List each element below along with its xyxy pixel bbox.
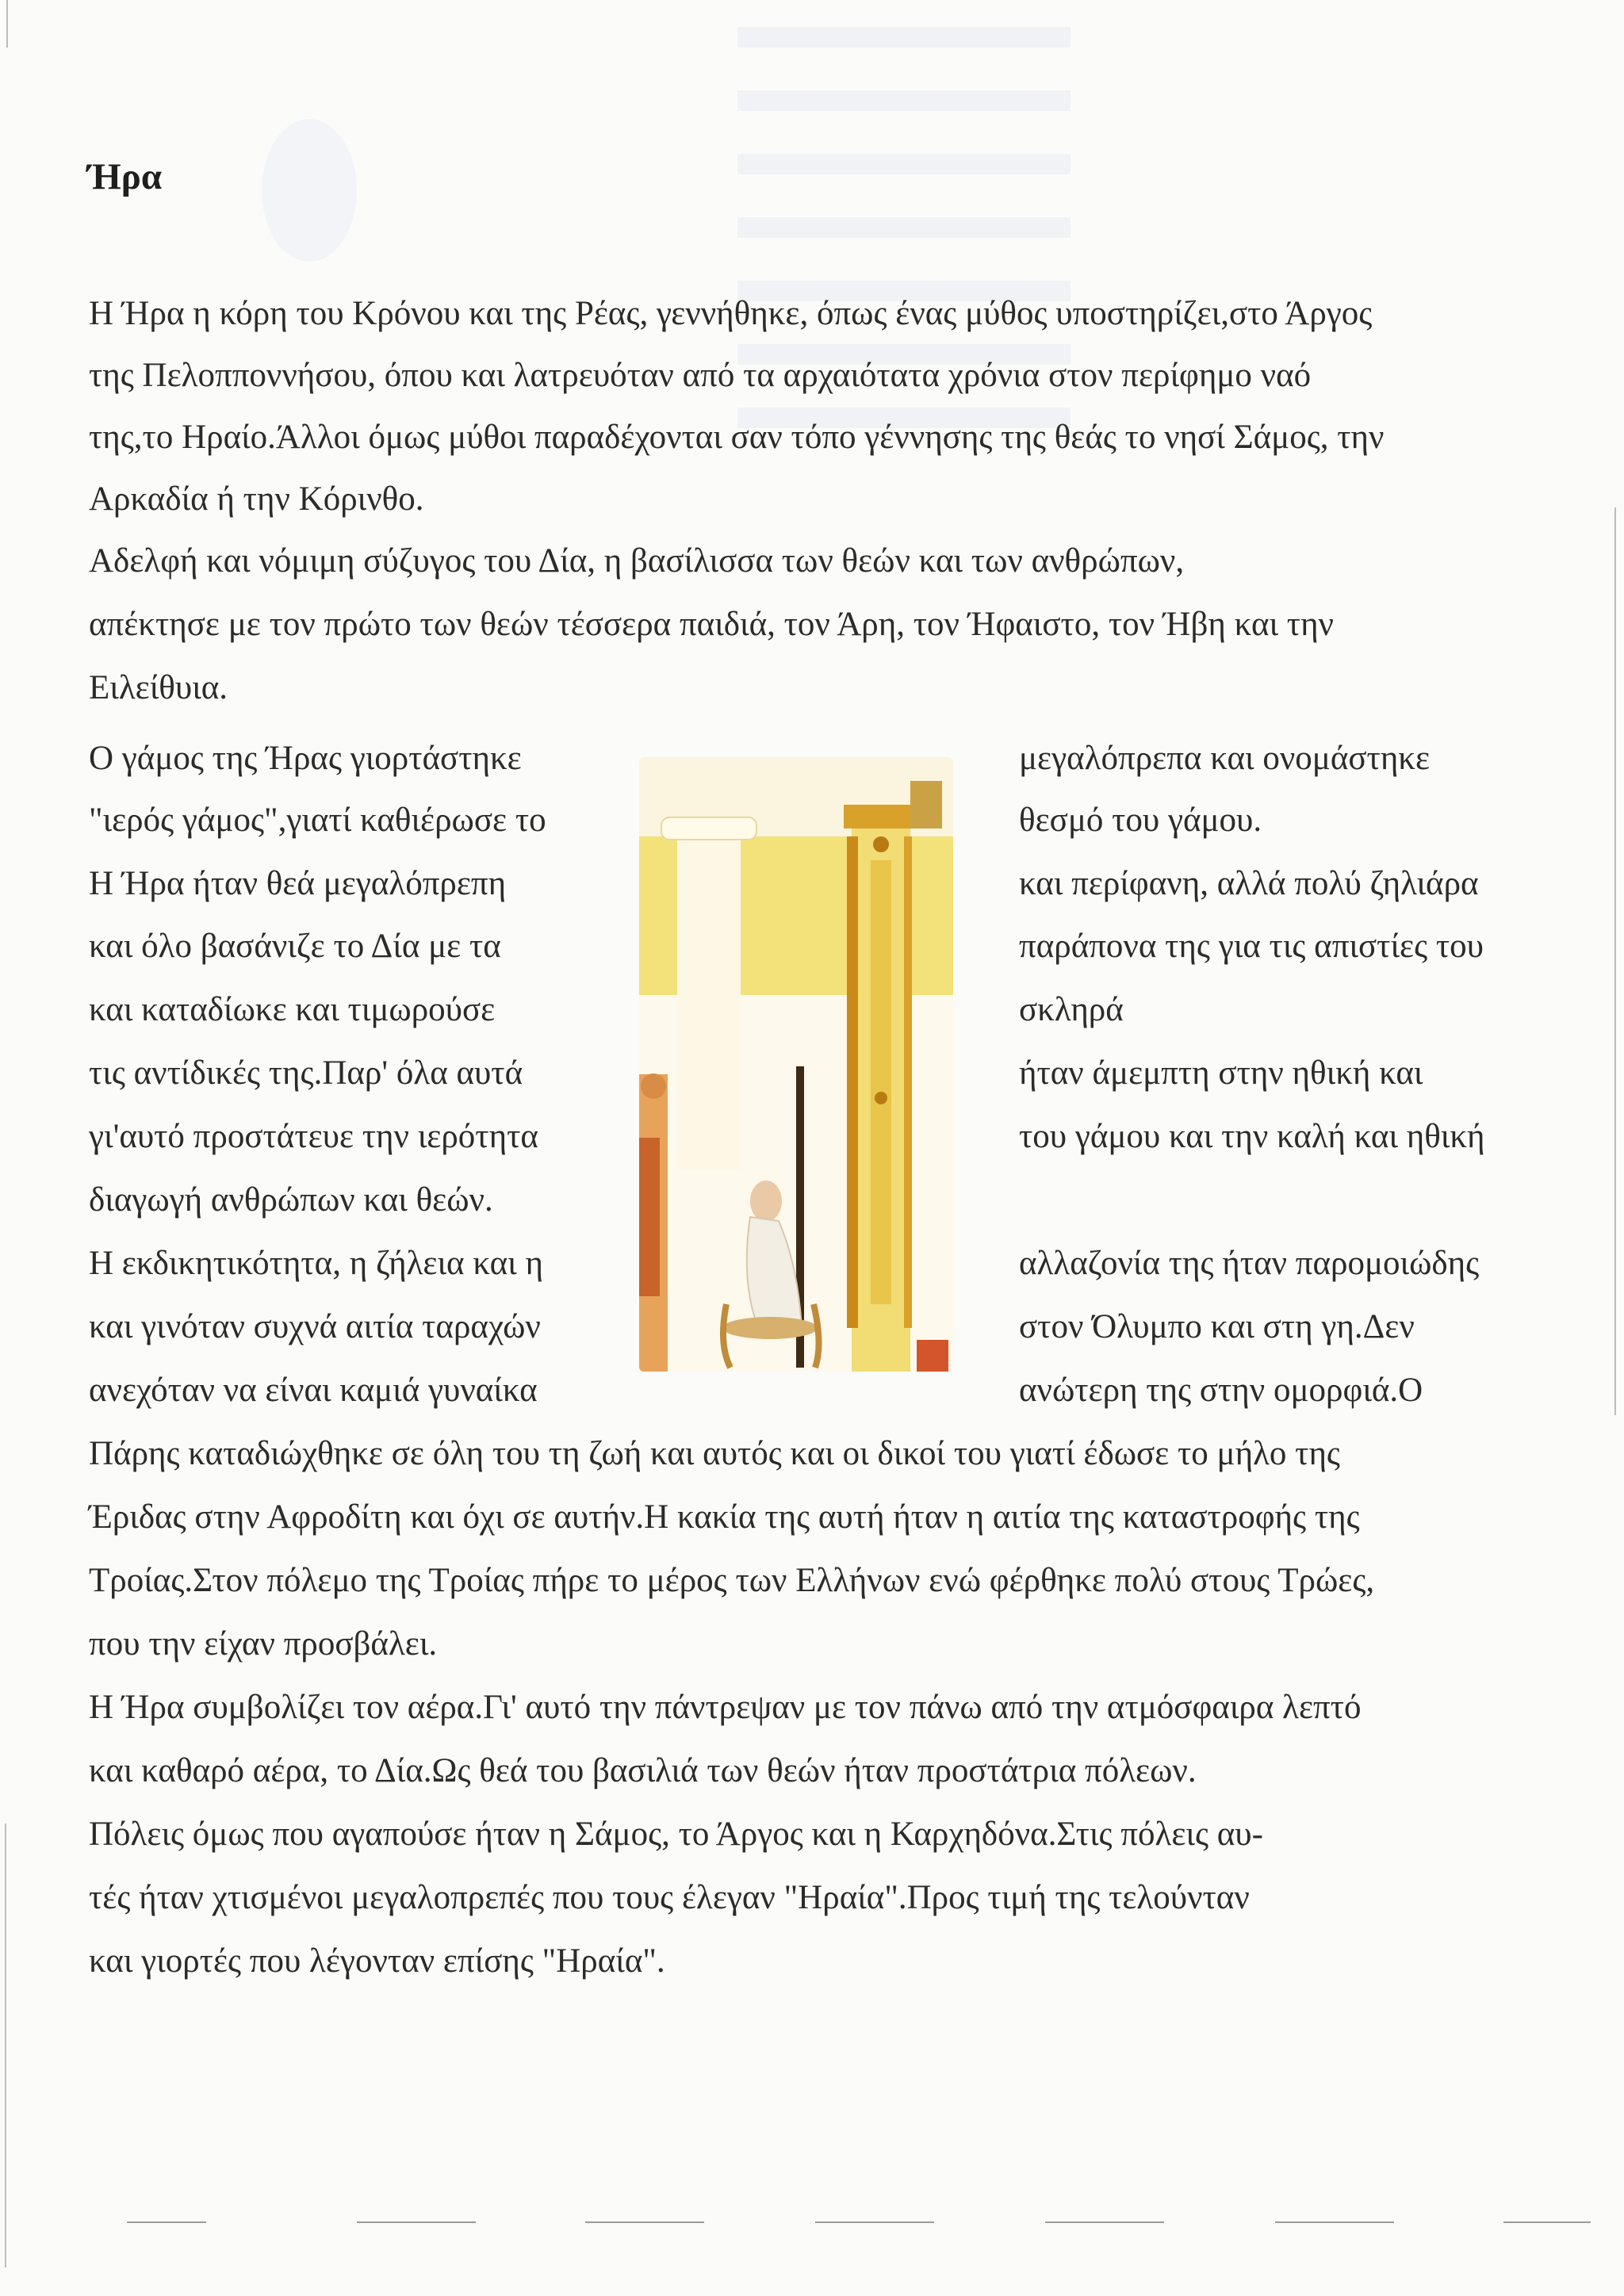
paragraph-line: Αδελφή και νόμιμη σύζυγος του Δία, η βασίλισσα των θεών και των ανθρώπων, bbox=[89, 542, 1185, 580]
paragraph-line: Έριδας στην Αφροδίτη και όχι σε αυτήν.Η κακία της αυτή ήταν η αιτία της καταστροφής της bbox=[89, 1498, 1360, 1536]
footer-dash bbox=[357, 2221, 476, 2223]
left-column-line: και καταδίωκε και τιμωρούσε bbox=[89, 991, 496, 1028]
paragraph-line: και καθαρό αέρα, το Δία.Ως θεά του βασιλιά των θεών ήταν προστάτρια πόλεων. bbox=[89, 1752, 1197, 1789]
footer-dash bbox=[1045, 2221, 1164, 2223]
left-column-line: Η εκδικητικότητα, η ζήλεια και η bbox=[89, 1245, 543, 1282]
footer-dash bbox=[1275, 2221, 1394, 2223]
left-column-line: και όλο βασάνιζε το Δία με τα bbox=[89, 928, 501, 965]
right-column-line: μεγαλόπρεπα και ονομάστηκε bbox=[1019, 740, 1431, 777]
right-column-line: ήταν άμεμπτη στην ηθική και bbox=[1019, 1054, 1423, 1092]
document-title: Ήρα bbox=[87, 156, 163, 197]
hera-throne-illustration bbox=[639, 757, 953, 1372]
paragraph-line: Ειλείθυια. bbox=[89, 669, 228, 706]
left-column-line: διαγωγή ανθρώπων και θεών. bbox=[89, 1181, 493, 1219]
right-column-line: θεσμό του γάμου. bbox=[1019, 802, 1262, 839]
footer-dash bbox=[1503, 2221, 1591, 2223]
paragraph-line: Η Ήρα συμβολίζει τον αέρα.Γι' αυτό την πάντρεψαν με τον πάνω από την ατμόσφαιρα λεπτό bbox=[89, 1689, 1362, 1726]
paragraph-line: Αρκαδία ή την Κόρινθο. bbox=[89, 480, 424, 518]
right-column-line: αλλαζονία της ήταν παρομοιώδης bbox=[1019, 1245, 1480, 1282]
paragraph-line: Τροίας.Στον πόλεμο της Τροίας πήρε το μέρος των Ελλήνων ενώ φέρθηκε πολύ στους Τρώες, bbox=[89, 1562, 1375, 1599]
left-column-line: γι'αυτό προστάτευε την ιερότητα bbox=[89, 1118, 538, 1155]
footer-dash bbox=[585, 2221, 704, 2223]
left-column-line: Η Ήρα ήταν θεά μεγαλόπρεπη bbox=[89, 865, 507, 902]
footer-dash bbox=[815, 2221, 934, 2223]
paragraph-line: της Πελοπποννήσου, όπου και λατρευόταν από τα αρχαιότατα χρόνια στον περίφημο ναό bbox=[89, 357, 1312, 394]
left-column-line: και γινόταν συχνά αιτία ταραχών bbox=[89, 1308, 541, 1345]
scan-edge-line bbox=[6, 0, 8, 48]
left-column-line: τις αντίδικές της.Παρ' όλα αυτά bbox=[89, 1054, 523, 1092]
paragraph-line: τές ήταν χτισμένοι μεγαλοπρεπές που τους έλεγαν "Ηραία".Προς τιμή της τελούνταν bbox=[89, 1879, 1250, 1916]
footer-dash bbox=[127, 2221, 206, 2223]
right-column-line: του γάμου και την καλή και ηθική bbox=[1019, 1118, 1485, 1155]
right-column-line: ανώτερη της στην ομορφιά.Ο bbox=[1019, 1372, 1423, 1409]
right-column-line: παράπονα της για τις απιστίες του bbox=[1019, 928, 1484, 965]
right-column-line: σκληρά bbox=[1019, 991, 1124, 1028]
paragraph-line: Η Ήρα η κόρη του Κρόνου και της Ρέας, γεννήθηκε, όπως ένας μύθος υποστηρίζει,στο Άργος bbox=[89, 295, 1373, 332]
paragraph-line: της,το Ηραίο.Άλλοι όμως μύθοι παραδέχονται σαν τόπο γέννησης της θεάς το νησί Σάμος, την bbox=[89, 419, 1385, 456]
paragraph-line: απέκτησε με τον πρώτο των θεών τέσσερα παιδιά, τον Άρη, τον Ήφαιστο, τον Ήβη και την bbox=[89, 606, 1335, 643]
left-column-line: ανεχόταν να είναι καμιά γυναίκα bbox=[89, 1372, 538, 1409]
paragraph-line: και γιορτές που λέγονταν επίσης "Ηραία". bbox=[89, 1942, 665, 1980]
bleed-through-mark bbox=[262, 119, 357, 262]
right-column-line: στον Όλυμπο και στη γη.Δεν bbox=[1019, 1308, 1415, 1345]
left-column-line: "ιερός γάμος",γιατί καθιέρωσε το bbox=[89, 802, 546, 839]
paragraph-line: Πόλεις όμως που αγαπούσε ήταν η Σάμος, το Άργος και η Καρχηδόνα.Στις πόλεις αυ- bbox=[89, 1816, 1263, 1853]
scan-edge-line bbox=[5, 1823, 6, 2267]
scan-edge-line bbox=[1614, 507, 1616, 1415]
paragraph-line: Πάρης καταδιώχθηκε σε όλη του τη ζωή και αυτός και οι δικοί του γιατί έδωσε το μήλο της bbox=[89, 1435, 1340, 1472]
right-column-line: και περίφανη, αλλά πολύ ζηλιάρα bbox=[1019, 865, 1479, 902]
paragraph-line: που την είχαν προσβάλει. bbox=[89, 1625, 438, 1663]
hera-throne-painting-icon bbox=[639, 757, 953, 1372]
left-column-line: Ο γάμος της Ήρας γιορτάστηκε bbox=[89, 740, 522, 777]
